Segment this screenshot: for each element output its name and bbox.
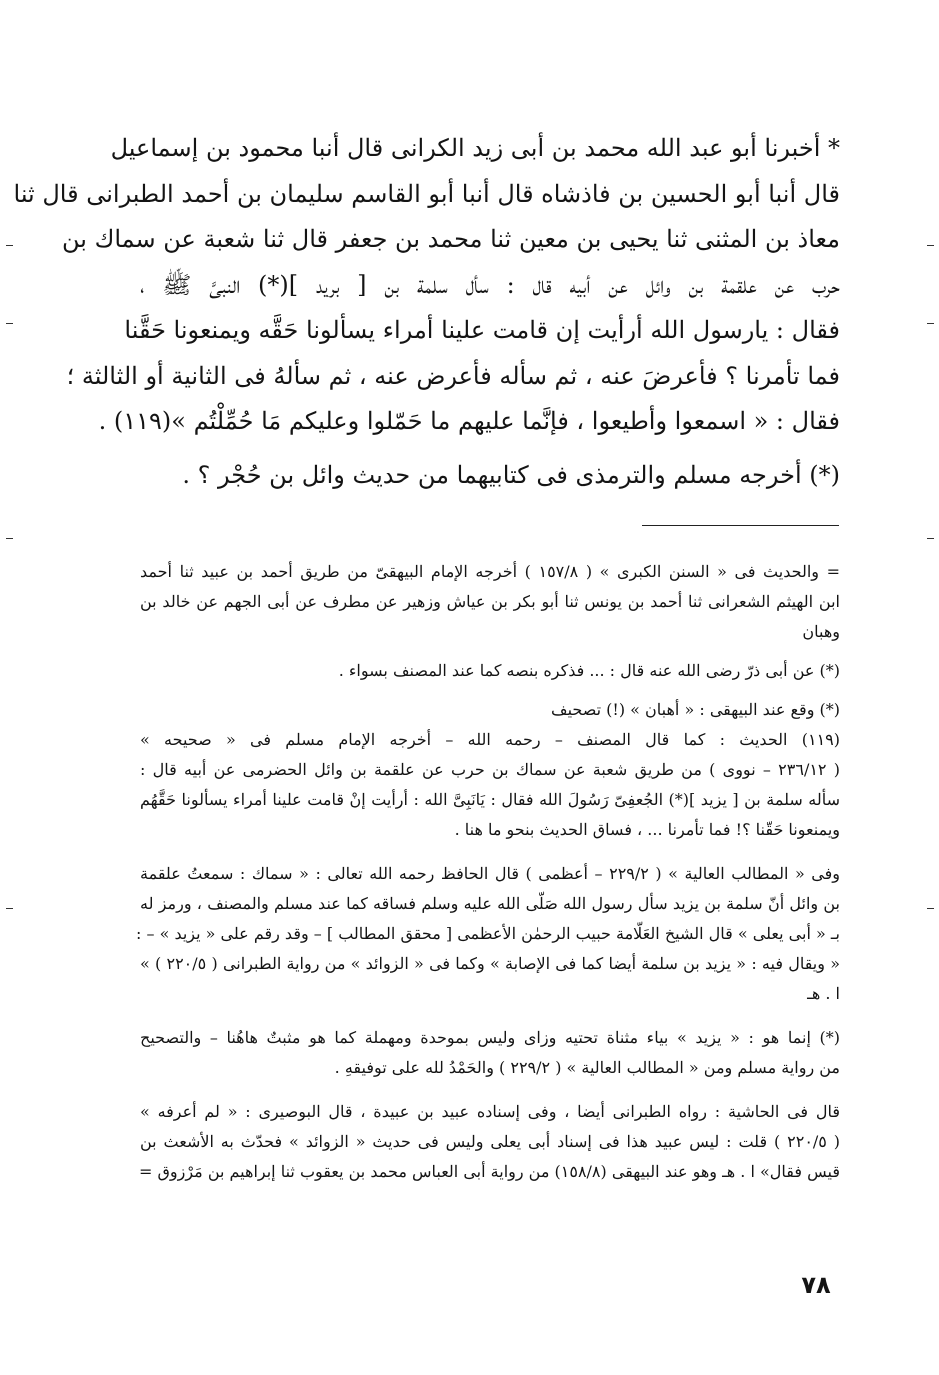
footnote-hadith-119 (140, 725, 840, 845)
scan-margin-mark (927, 538, 934, 539)
main-text-line: فقال : « اسمعوا وأطيعوا ، فإنَّما عليهم ما حَمّلوا وعليكم مَا حُمِّلْتُم »(١١٩) . (98, 407, 840, 435)
main-text-line: قال أنبا أبو الحسين بن فاذشاه قال أنبا أبو القاسم سليمان بن أحمد الطبرانى قال ثنا (13, 179, 840, 208)
main-text-block (13, 126, 840, 498)
footnote-line: سأله سلمة بن [ يزيد ](*) الجُعفِىّ رَسُولَ الله فقال : يَانَبِىَّ الله : أرأيت إنْ قامت علينا أمراء يسألونا حَقَّهُم (140, 790, 840, 809)
footnote-line: بن وائل أنّ سلمة بن يزيد سأل رسول الله صَلّى الله عليه وسلم فساقه كما عند مسلم والمصنف ، ورمز له (140, 894, 840, 913)
footnote-line: ويمنعونا حَقّنا ؟! فما تأمرنا ... ، فساق الحديث بنحو ما هنا . (454, 820, 840, 839)
main-text-line: حرب عن علقمة بن وائل عن أبيه قال : سأل سلمة بن [ بريد ](*) النبىَّ ﷺ ، (140, 270, 840, 299)
scan-margin-mark (6, 323, 13, 324)
footnote-line: بـ « أبى يعلى » قال الشيخ العَلّامة حبيب الرحمٰن الأعظمى [ محقق المطالب ] – وقد رقم على « يزيد » – : (136, 924, 840, 943)
page-number: ٧٨ (801, 1271, 831, 1299)
footnote-line: = والحديث فى « السنن الكبرى » ( ١٥٧/٨ ) أخرجه الإمام البيهقىّ من طريق أحمد بن عبيد ثنا أحمد (140, 562, 840, 581)
footnote-line: وفى « المطالب العالية » ( ٢٢٩/٢ – أعظمى ) قال الحافظ رحمه الله تعالى : « سماك : سمعتُ علقمة (140, 864, 840, 883)
footnote-line: قال فى الحاشية : رواه الطبرانى أيضا ، وفى إسناده عبيد بن عبيدة ، قال البوصيرى : « لم أعرفه » (140, 1102, 840, 1121)
footnote-line: قيس فقال» ا . هـ وهو عند البيهقى (١٥٨/٨) من رواية أبى العباس محمد بن يعقوب ثنا إبراهيم بن مَرْزوق = (138, 1162, 840, 1181)
footnote-hashiya (140, 1097, 840, 1187)
scan-margin-mark (927, 908, 934, 909)
footnotes-section (136, 557, 841, 1187)
footnote-separator (642, 525, 839, 526)
footnote-line: « ويقال فيه : « يزيد بن سلمة أيضا كما فى الإصابة » وكما فى « الزوائد » من رواية الطبرانى ( ٢٢٠/٥ ) » (140, 954, 841, 973)
footnote-line: ( ٢٢٠/٥ ) قلت : ليس عبيد هذا فى إسناد أبى يعلى وليس فى حديث « الزوائد » فحدّث به الأشعث بن (140, 1132, 841, 1151)
scan-margin-mark (6, 908, 13, 909)
footnote-note-b: (*) وقع عند البيهقى : « أهبان » (!) تصحيف (551, 700, 840, 719)
footnote-line: من رواية مسلم ومن « المطالب العالية » ( ٢٢٩/٢ ) والحَمْدُ لله على توفيقهِ . (334, 1058, 840, 1077)
scan-margin-mark (6, 538, 13, 539)
main-text-line: معاذ بن المثنى ثنا يحيى بن معين ثنا محمد بن جعفر قال ثنا شعبة عن سماك بن (61, 225, 840, 253)
footnote-note-a: (*) عن أبى ذرّ رضى الله عنه قال : ... فذكره بنصه كما عند المصنف بسواء . (338, 661, 840, 680)
footnote-line: ( ٢٣٦/١٢ – نووى ) من طريق شعبة عن سماك بن حرب عن علقمة بن وائل الحضرمى عن أبيه قال : (140, 760, 841, 779)
main-text-line: * أخبرنا أبو عبد الله محمد بن أبى زيد الكرانى قال أنبا محمود بن إسماعيل (110, 134, 840, 162)
scan-margin-mark (6, 245, 13, 246)
footnote-note-c (140, 1023, 840, 1083)
main-text-line: فما تأمرنا ؟ فأعرضَ عنه ، ثم سأله فأعرض عنه ، ثم سألهُ فى الثانية أو الثالثة ؛ (66, 361, 840, 390)
footnote-mutalib (136, 859, 841, 1009)
footnote-line: (*) إنما هو : « يزيد » بياء مثناة تحتيه وزاى وليس بموحدة ومهملة كما هو مثبتٌ هاهُنا – والتصحيح (140, 1028, 840, 1047)
main-text-note: (*) أخرجه مسلم والترمذى فى كتابيهما من حديث وائل بن حُجْر ؟ . (182, 460, 840, 489)
main-text-line: فقال : يارسول الله أرأيت إن قامت علينا أمراء يسألونا حَقَّه ويمنعونا حَقَّنا (124, 316, 840, 344)
footnote-line: وهبان (802, 622, 840, 641)
footnote-line: (١١٩) الحديث : كما قال المصنف – رحمه الله – أخرجه الإمام مسلم فى « صحيحه » (140, 730, 840, 749)
footnote-line: ابن الهيثم الشعرانى ثنا أحمد بن يونس ثنا أبو بكر بن عياش وزهير عن مطرف عن أبى الجهم عن خالد بن (140, 592, 840, 611)
footnote-line: ا . هـ (807, 984, 840, 1003)
footnote-continuation (140, 557, 840, 647)
scan-margin-mark (927, 245, 934, 246)
scan-margin-mark (927, 323, 934, 324)
